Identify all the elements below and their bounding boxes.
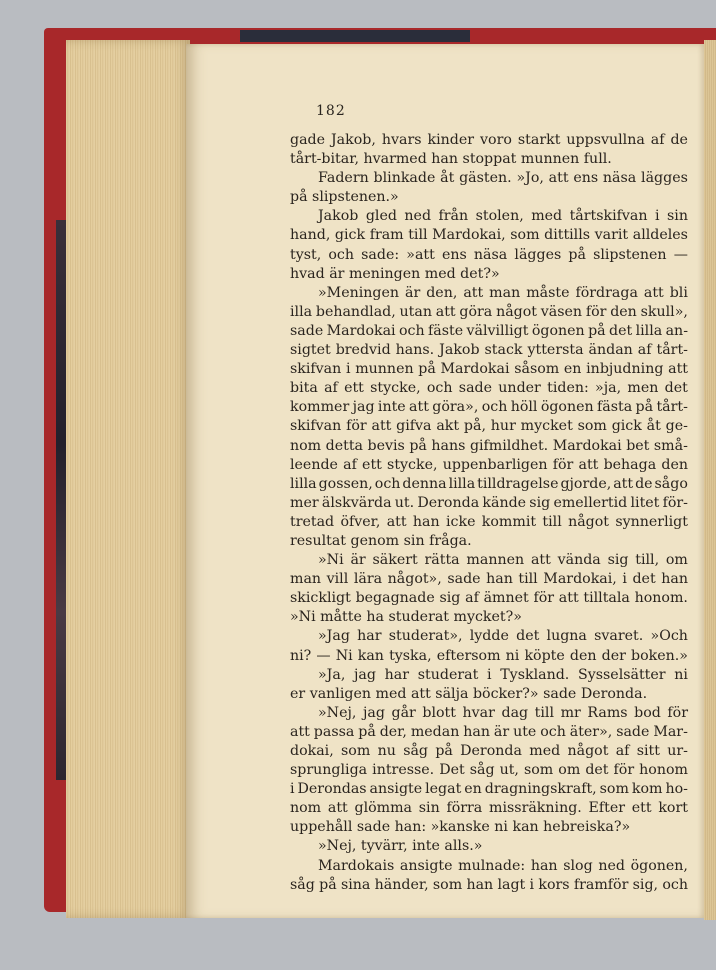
text-line: hvad är meningen med det?» bbox=[290, 265, 500, 282]
text-line: »Ni måtte ha studerat mycket?» bbox=[290, 609, 522, 626]
text-line: leende af ett stycke, uppenbarligen för att behaga den bbox=[290, 456, 688, 473]
text-line: uppehåll sade han: »kanske ni kan hebreiska?» bbox=[290, 819, 631, 836]
text-line: mer älskvärda ut. Deronda kände sig emellertid litet för- bbox=[290, 494, 688, 511]
text-line: såg på sina händer, som han lagt i kors framför sig, och bbox=[290, 876, 688, 893]
text-line: tyst, och sade: »att ens näsa lägges på slipstenen — bbox=[290, 246, 688, 263]
text-line: skickligt begagnade sig af ämnet för att tilltala honom. bbox=[290, 590, 688, 607]
text-line: lilla gossen, och denna lilla tilldragelse gjorde, att de sågo bbox=[290, 475, 688, 492]
text-line: Mardokais ansigte mulnade: han slog ned ögonen, bbox=[318, 857, 688, 874]
text-line: bita af ett stycke, och sade under tiden: »ja, men det bbox=[290, 380, 688, 397]
text-line: »Ja, jag har studerat i Tyskland. Sysselsätter ni bbox=[318, 666, 688, 683]
text-line: er vanligen med att sälja böcker?» sade Deronda. bbox=[290, 685, 648, 702]
text-line: sigtet bredvid hans. Jakob stack yttersta ändan af tårt- bbox=[290, 342, 688, 359]
text-line: tårt-bitar, hvarmed han stoppat munnen full. bbox=[290, 151, 612, 168]
text-line: sade Mardokai och fäste välvilligt ögonen på det lilla an- bbox=[290, 322, 688, 339]
text-line: gade Jakob, hvars kinder voro starkt uppsvullna af de bbox=[290, 132, 688, 148]
text-line: att passa på der, medan han är ute och äter», sade Mar- bbox=[290, 723, 688, 740]
text-line: sprungliga intresse. Det såg ut, som om det för honom bbox=[290, 762, 688, 779]
text-line: hand, gick fram till Mardokai, som dittills varit alldeles bbox=[290, 227, 688, 244]
text-line: »Jag har studerat», lydde det lugna svaret. »Och bbox=[318, 628, 688, 645]
text-line: Jakob gled ned från stolen, med tårtskifvan i sin bbox=[318, 208, 688, 225]
page-text bbox=[290, 131, 688, 895]
page-right-edge bbox=[704, 40, 716, 920]
text-line: kommer jag inte att göra», och höll ögonen fästa på tårt- bbox=[290, 399, 688, 416]
text-line: ni? — Ni kan tyska, eftersom ni köpte den der boken.» bbox=[290, 647, 688, 664]
text-line: skifvan för att gifva akt på, hur mycket som gick åt ge- bbox=[290, 418, 688, 435]
text-line: tretad öfver, att han icke kommit till något synnerligt bbox=[290, 513, 688, 530]
text-line: på slipstenen.» bbox=[290, 189, 399, 206]
text-line: nom detta bevis på hans gifmildhet. Mardokai bet små- bbox=[290, 437, 688, 454]
text-line: man vill lära något», sade han till Mardokai, i det han bbox=[290, 571, 688, 588]
text-line: »Nej, jag går blott hvar dag till mr Rams bod för bbox=[318, 704, 688, 721]
text-line: resultat genom sin fråga. bbox=[290, 532, 472, 549]
page-number: 182 bbox=[316, 103, 346, 119]
text-line: illa behandlad, utan att göra något väsen för den skull», bbox=[290, 303, 688, 320]
text-line: skifvan i munnen på Mardokai såsom en inbjudning att bbox=[290, 361, 688, 378]
text-line: nom att glömma sin förra missräkning. Efter ett kort bbox=[290, 800, 688, 817]
page-block-edges bbox=[66, 40, 190, 918]
text-line: Fadern blinkade åt gästen. »Jo, att ens näsa lägges bbox=[318, 170, 688, 187]
text-line: i Derondas ansigte legat en dragningskraft, som kom ho- bbox=[290, 781, 688, 798]
text-line: dokai, som nu såg på Deronda med något af sitt ur- bbox=[290, 743, 688, 759]
book-spine-strip bbox=[240, 30, 470, 42]
text-line: »Ni är säkert rätta mannen att vända sig till, om bbox=[318, 552, 688, 569]
text-line: »Nej, tyvärr, inte alls.» bbox=[318, 838, 483, 855]
text-line: »Meningen är den, att man måste fördraga att bli bbox=[318, 284, 688, 301]
